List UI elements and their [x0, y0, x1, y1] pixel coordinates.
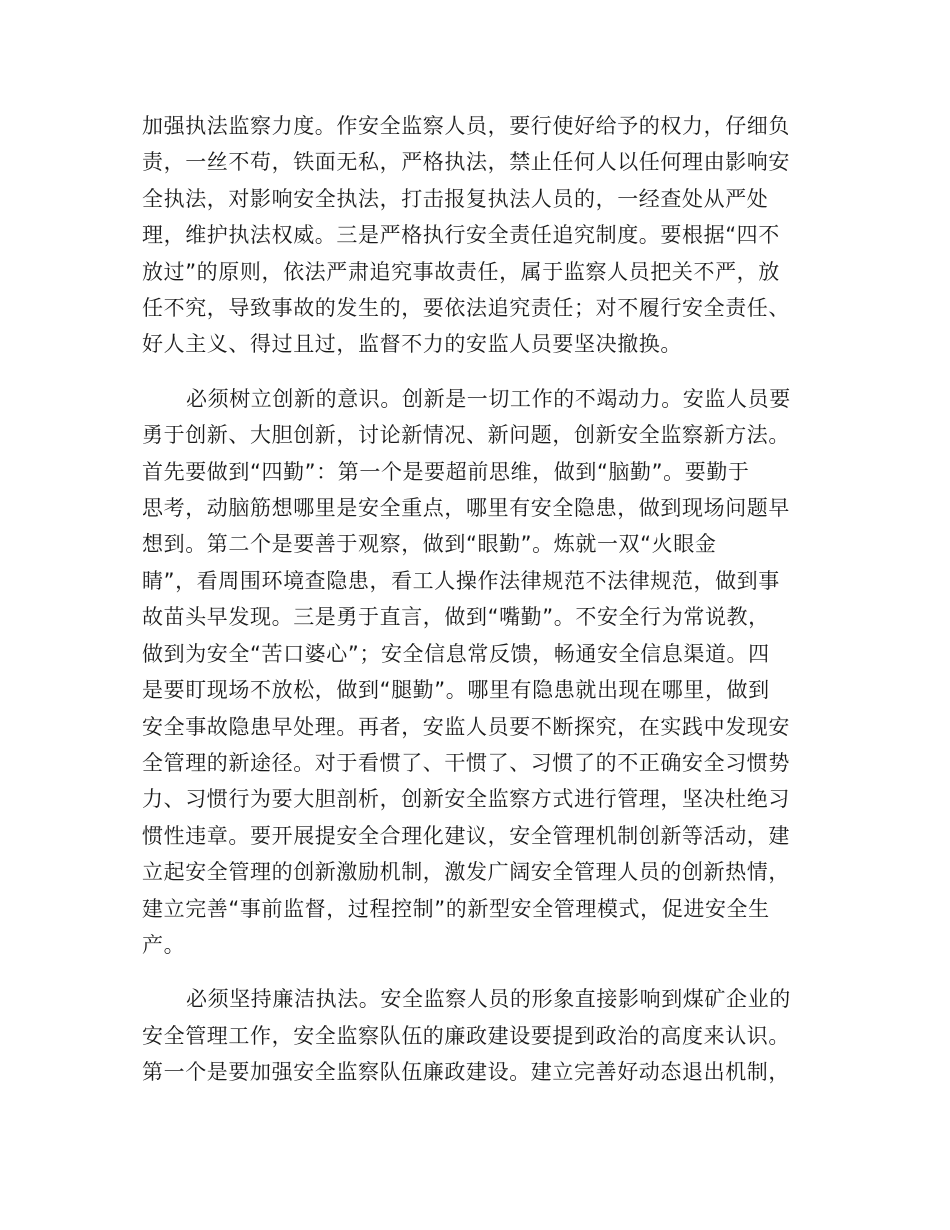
text-line: 安全事故隐患早处理。再者，安监人员要不断探究，在实践中发现安: [142, 714, 790, 739]
text-line: 首先要做到“四勤”：第一个是要超前思维，做到“脑勤”。要勤于: [142, 459, 750, 484]
text-line: 安全管理工作，安全监察队伍的廉政建设要提到政治的高度来认识。: [142, 1023, 790, 1048]
text-line: 惯性违章。要开展提安全合理化建议，安全管理机制创新等活动，建: [142, 823, 790, 848]
text-line: 必须坚持廉洁执法。安全监察人员的形象直接影响到煤矿企业的: [186, 987, 791, 1012]
text-line: 理，维护执法权威。三是严格执行安全责任追究制度。要根据“四不: [142, 223, 780, 248]
text-line: 任不究，导致事故的发生的，要依法追究责任；对不履行安全责任、: [142, 296, 790, 321]
text-line: 思考，动脑筋想哪里是安全重点，哪里有安全隐患，做到现场问题早: [142, 496, 790, 521]
text-line: 建立完善“事前监督，过程控制”的新型安全管理模式，促进安全生: [142, 896, 770, 921]
text-line: 是要盯现场不放松，做到“腿勤”。哪里有隐患就出现在哪里，做到: [142, 678, 770, 703]
paragraph-innovation: [142, 381, 798, 964]
text-line: 睛”，看周围环境查隐患，看工人操作法律规范不法律规范，做到事: [142, 568, 780, 593]
text-line: 做到为安全“苦口婆心”；安全信息常反馈，畅通安全信息渠道。四: [142, 641, 770, 666]
text-line: 责，一丝不苟，铁面无私，严格执法，禁止任何人以任何理由影响安: [142, 150, 790, 175]
text-line: 加强执法监察力度。作安全监察人员，要行使好给予的权力，仔细负: [142, 114, 790, 138]
paragraph-enforcement: [142, 108, 798, 363]
text-line: 故苗头早发现。三是勇于直言，做到“嘴勤”。不安全行为常说教，: [142, 605, 770, 630]
paragraph-integrity: [142, 981, 798, 1090]
document-body: [142, 108, 798, 1091]
text-line: 立起安全管理的创新激励机制，激发广阔安全管理人员的创新热情，: [142, 860, 790, 885]
text-line: 好人主义、得过且过，监督不力的安监人员要坚决撤换。: [142, 332, 682, 357]
text-line: 全执法，对影响安全执法，打击报复执法人员的，一经查处从严处: [142, 186, 769, 211]
text-line: 必须树立创新的意识。创新是一切工作的不竭动力。安监人员要: [186, 386, 791, 411]
text-line: 全管理的新途径。对于看惯了、干惯了、习惯了的不正确安全习惯势: [142, 750, 790, 775]
text-line: 第一个是要加强安全监察队伍廉政建设。建立完善好动态退出机制，: [142, 1060, 790, 1085]
text-line: 想到。第二个是要善于观察，做到“眼勤”。炼就一双“火眼金: [142, 532, 717, 557]
text-line: 放过”的原则，依法严肃追究事故责任，属于监察人员把关不严，放: [142, 259, 780, 284]
text-line: 力、习惯行为要大胆剖析，创新安全监察方式进行管理，坚决杜绝习: [142, 787, 790, 812]
text-line: 勇于创新、大胆创新，讨论新情况、新问题，创新安全监察新方法。: [142, 423, 790, 448]
text-line: 产。: [142, 932, 186, 957]
